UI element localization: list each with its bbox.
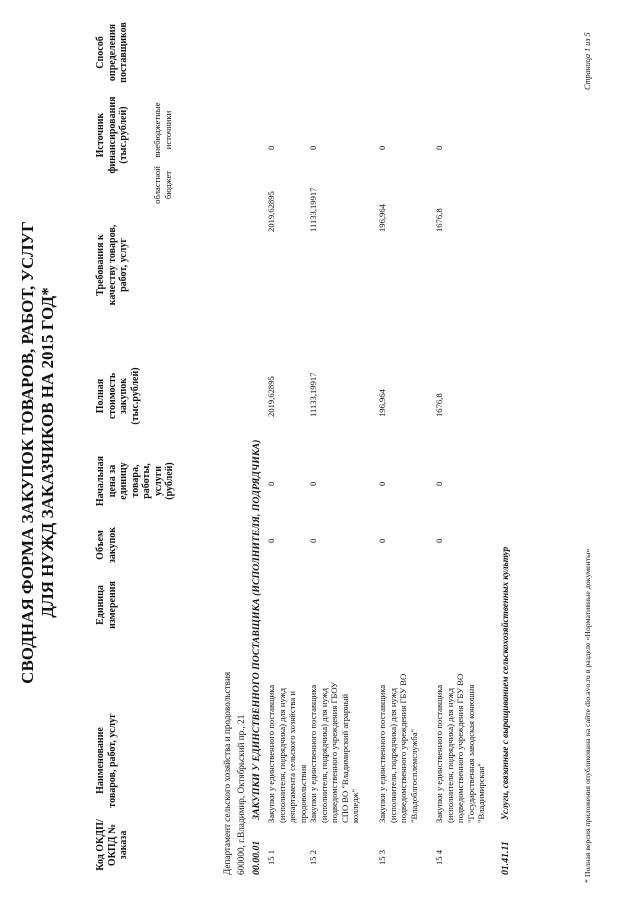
page-title-line1: СВОДНАЯ ФОРМА ЗАКУПОК ТОВАРОВ, РАБОТ, УСЛУГ: [18, 221, 37, 684]
row-price: 0: [308, 481, 318, 486]
header-source: Источник финансирования (тыс.рублей): [95, 96, 129, 174]
row-volume: 0: [266, 538, 276, 543]
row-extra: 0: [308, 145, 318, 150]
row-price: 0: [377, 481, 387, 486]
row-number: 15 4: [434, 849, 444, 865]
row-regional: 11133,19917: [308, 187, 318, 232]
header-source-regional: областной бюджет: [152, 166, 173, 204]
row-regional: 2019,62895: [266, 191, 276, 232]
header-requirements: Требования к качеству товаров, работ, услуг: [95, 224, 129, 306]
section-title: ЗАКУПКИ У ЕДИНСТВЕННОГО ПОСТАВЩИКА (ИСПОЛНИТЕЛЯ, ПОДРЯДЧИКА): [251, 439, 262, 820]
row-total: 11133,19917: [308, 372, 318, 417]
row-volume: 0: [308, 538, 318, 543]
row-volume: 0: [434, 538, 444, 543]
row-number: 15 3: [377, 849, 387, 865]
row-total: 1676,8: [434, 393, 444, 417]
row-name: Закупки у единственного поставщика (исполнителя, подрядчика) для нужд департамента сельского хозяйства и продовольствия: [266, 684, 308, 823]
row-regional: 1676,8: [434, 208, 444, 232]
row-total: 2019,62895: [266, 376, 276, 417]
header-total: Полная стоимость закупок (тыс.рублей): [95, 367, 141, 425]
row-extra: 0: [434, 145, 444, 150]
row-number: 15 2: [308, 849, 318, 865]
header-unit: Единица измерения: [95, 581, 118, 629]
section-code: 00.00.01: [251, 840, 262, 875]
row-regional: 196,964: [377, 204, 387, 232]
header-volume: Объем закупок: [95, 526, 118, 564]
section-title: Услуги, связанные с выращиванием сельскохозяйственных культур: [500, 546, 510, 820]
page-title-line2: ДЛЯ НУЖД ЗАКАЗЧИКОВ НА 2015 ГОД*: [38, 287, 57, 618]
customer-address: 600000, г.Владимир, Октябрьский пр., 21: [236, 714, 246, 875]
row-total: 196,964: [377, 389, 387, 417]
header-code: Код ОКДП/ ОКПД № заказа: [95, 819, 129, 871]
header-source-extra: внебюджетные источники: [152, 102, 173, 158]
footnote: * Полная версия приложения опубликована на сайте dio.avo.ru в разделе «Нормативные документы»: [583, 548, 592, 883]
header-price: Начальная цена за единицу товара, работы, услуги (рублей): [95, 455, 175, 507]
section-code: 01.41.11: [500, 841, 511, 875]
row-name: Закупки у единственного поставщика (исполнителя, подрядчика) для нужд подведомственного учреждения ГБУ ВО "Государственная заводская конюшня "Владимирская": [434, 673, 486, 823]
customer-name: Департамент сельского хозяйства и продовольствия: [222, 671, 232, 875]
header-name: Наименование товаров, работ, услуг: [95, 713, 118, 808]
row-extra: 0: [266, 145, 276, 150]
row-name: Закупки у единственного поставщика (исполнителя, подрядчика) для нужд подведомственного учреждения ГБОУ СПО ВО "Владимирский аграрный колледж": [308, 681, 360, 823]
page-number: Страница 1 из 5: [583, 32, 592, 90]
row-name: Закупки у единственного поставщика (исполнителя, подрядчика) для нужд подведомственного учреждения ГБУ ВО "Владоблгосплемслужба": [377, 673, 419, 823]
row-extra: 0: [377, 145, 387, 150]
row-number: 15 1: [266, 849, 276, 865]
row-price: 0: [266, 481, 276, 486]
row-price: 0: [434, 481, 444, 486]
header-method: Способ определения поставщиков: [95, 22, 129, 83]
row-volume: 0: [377, 538, 387, 543]
